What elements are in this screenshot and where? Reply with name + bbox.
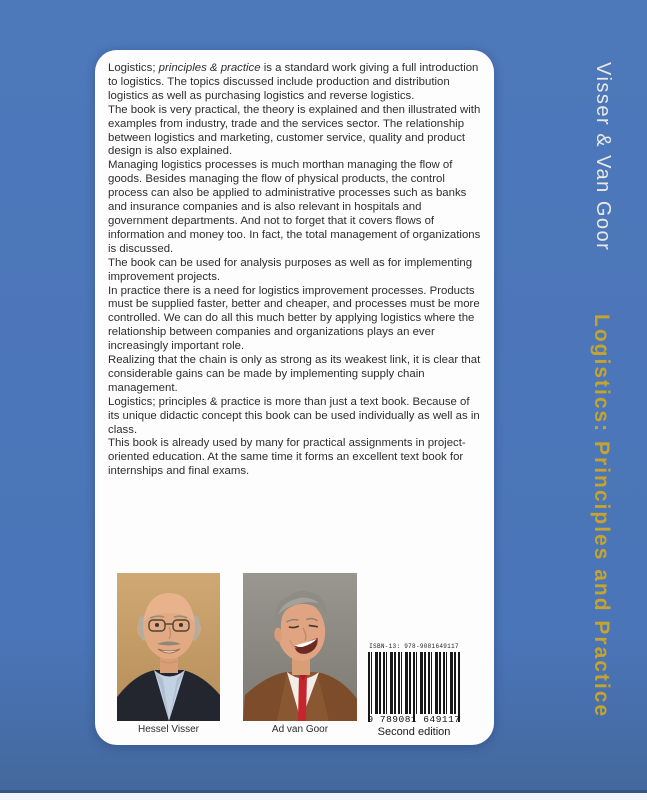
edition-label: Second edition — [377, 726, 451, 738]
isbn-label: ISBN-13: 978-9081649117 — [369, 643, 459, 650]
spine-author-text: Visser & Van Goor — [592, 62, 614, 252]
blurb-text — [108, 62, 484, 479]
barcode-bars — [366, 652, 462, 722]
blurb-paragraph-6: Realizing that the chain is only as strong as its weakest link, it is clear that considerable gains can be made by implementing supply chain management. — [108, 354, 481, 394]
blurb-paragraph-2: The book is very practical, the theory is explained and then illustrated with examples from industry, trade and the services sector. The relationship between logistics and marketing, customer service, quality and product design is also explained. — [108, 103, 481, 158]
author-photo-ad-van-goor — [243, 573, 357, 735]
spine-title-text: Logistics: Principles and Practice — [590, 314, 613, 719]
barcode-guard-middle — [413, 652, 415, 722]
blurb-paragraph-4: The book can be used for analysis purposes as well as for implementing improvement projects. — [108, 256, 473, 283]
blurb-paragraph-3: Managing logistics processes is much morthan managing the flow of goods. Besides managing the flow of physical products, the control process can also be applied to administrative processes such as banks and insurance companies and is also relevant in hospitals and government departments. And not to forget that it covers flows of information and money too. In fact, the total management of organizations is discussed. — [108, 159, 481, 255]
author-photo-hessel-visser — [117, 573, 220, 735]
page-background-strip — [0, 793, 647, 800]
blurb-p1-italic-title: principles & practice — [158, 62, 261, 74]
barcode-number: 9 789081 649117 — [367, 714, 461, 725]
blurb-paragraph-7: Logistics; principles & practice is more than just a text book. Because of its unique didactic concept this book can be used individually as well as in class. — [108, 395, 480, 436]
barcode-block — [366, 643, 462, 738]
author-caption-ad-van-goor: Ad van Goor — [271, 724, 329, 735]
ad-van-goor-portrait-image — [243, 573, 357, 721]
author-caption-hessel-visser: Hessel Visser — [138, 724, 199, 735]
blurb-p1-rest: is a standard work giving a full introduction to logistics. The topics discussed include production and distribution logistics as well as purchasing logistics and reverse logistics. — [108, 62, 479, 102]
blurb-paragraph-8: This book is already used by many for practical assignments in project-oriented education. At the same time it forms an excellent text book for internships and final exams. — [108, 437, 466, 478]
barcode-guard-left — [368, 652, 370, 722]
back-cover-panel — [95, 50, 494, 745]
hessel-visser-portrait-image — [117, 573, 220, 721]
barcode-guard-right — [458, 652, 460, 722]
blurb-paragraph-1 — [108, 62, 484, 104]
blurb-p1-prefix: Logistics; — [108, 62, 159, 74]
blurb-paragraph-5: In practice there is a need for logistics improvement processes. Products must be supplied faster, better and cheaper, and processes must be more controlled. We can do all this much better by applying logistics where the relationship between companies and organizations plays an ever increasingly important role. — [108, 284, 480, 353]
